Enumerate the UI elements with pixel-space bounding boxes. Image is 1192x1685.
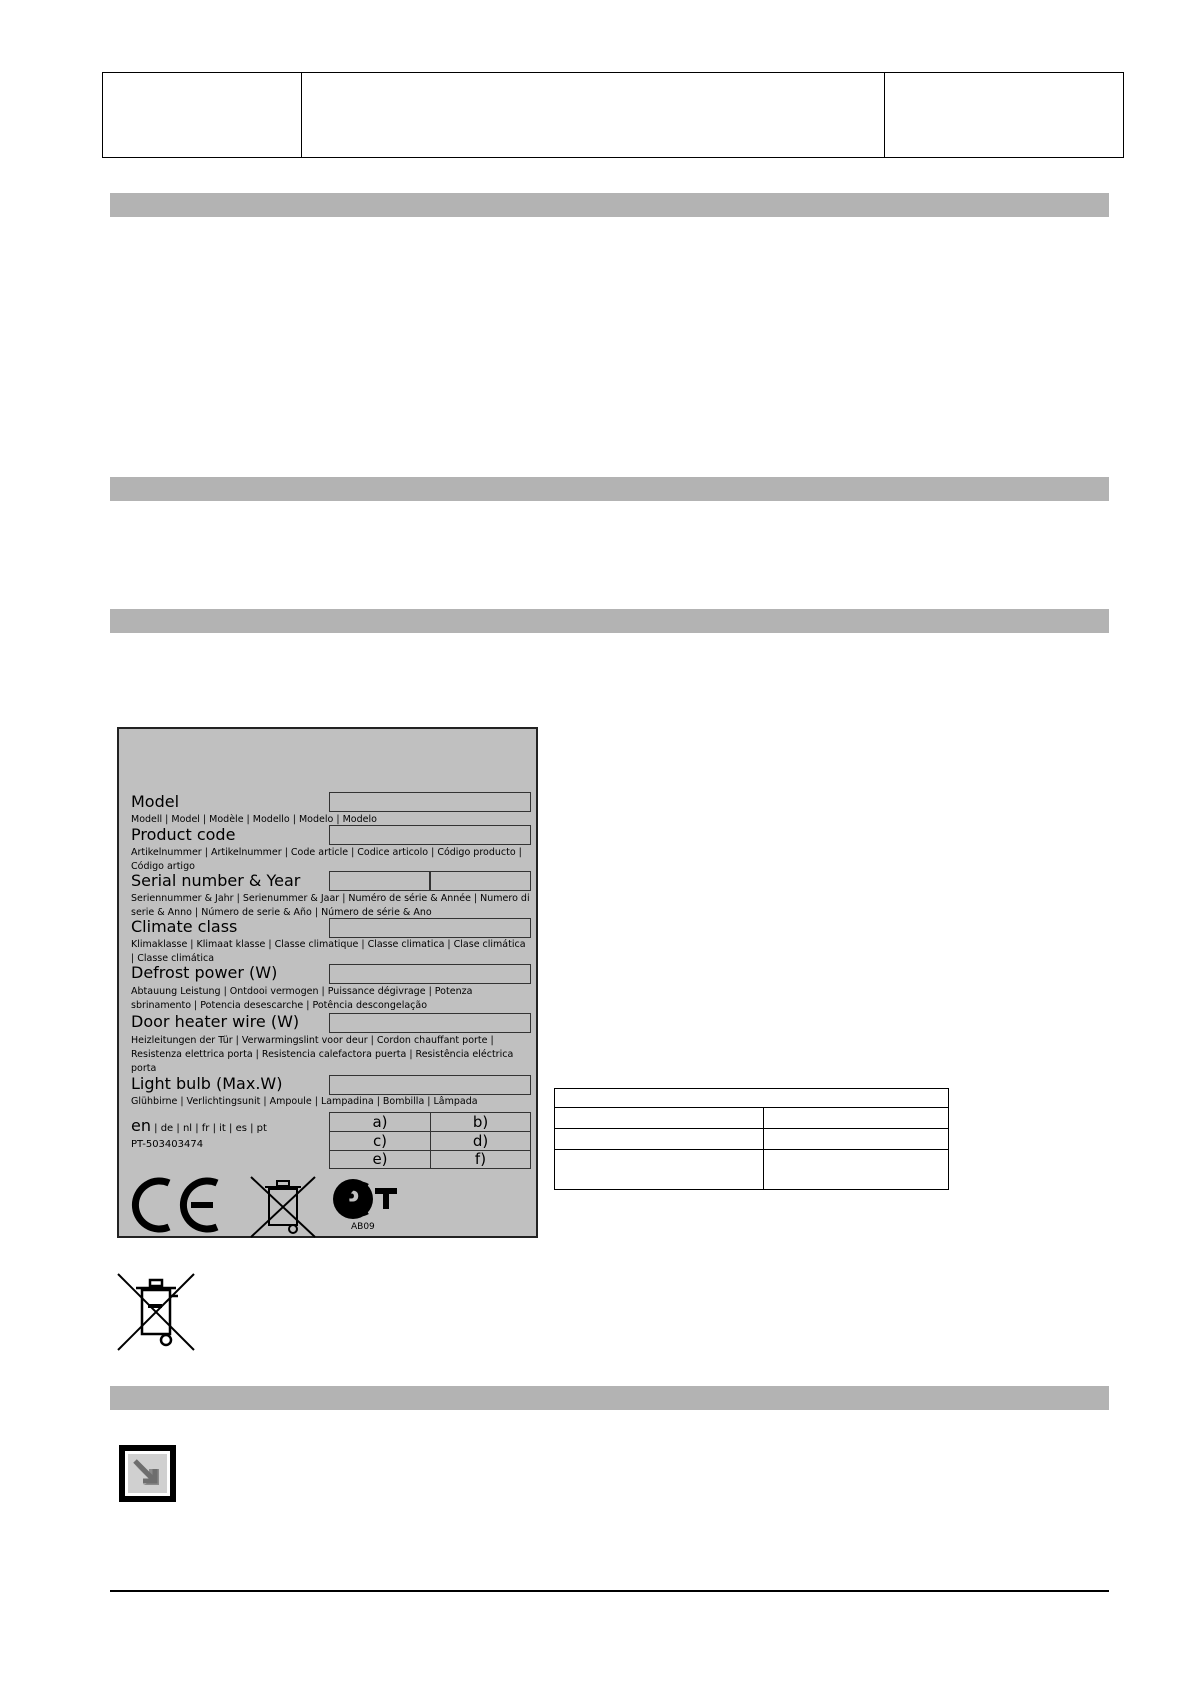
- grid-cell: b): [430, 1113, 531, 1132]
- svg-text:P: P: [343, 1188, 360, 1213]
- lang-main: en: [131, 1116, 151, 1135]
- plate-field-serial: [329, 871, 430, 891]
- grid-cell: a): [330, 1113, 431, 1132]
- table-row: [555, 1128, 948, 1129]
- section-bar-3: [110, 609, 1109, 633]
- plate-field-model: [329, 792, 531, 812]
- plate-row-subtitle: Glühbirne | Verlichtingsunit | Ampoule | Lampadina | Bombilla | Lâmpada: [131, 1096, 478, 1107]
- header-center-cell: [301, 73, 885, 157]
- plate-row-title: Light bulb (Max.W): [131, 1074, 283, 1093]
- plate-row-title: Product code: [131, 825, 236, 844]
- crossed-bin-icon: [247, 1175, 319, 1239]
- section-bar-1: [110, 193, 1109, 217]
- plate-field-year: [430, 871, 531, 891]
- plate-row-title: Defrost power (W): [131, 963, 278, 982]
- document-header: [102, 72, 1124, 158]
- grid-cell: d): [430, 1132, 531, 1151]
- plate-field-door-heater: [329, 1013, 531, 1033]
- plate-part-number: PT-503403474: [131, 1139, 204, 1150]
- lang-rest: | de | nl | fr | it | es | pt: [150, 1123, 267, 1134]
- plate-row-subtitle: Heizleitungen der Tür | Verwarmingslint voor deur | Cordon chauffant porte | Resistenza elettrica porta | Resistencia calefactora puerta | Resistência eléctrica porta: [131, 1035, 514, 1074]
- plate-row-subtitle: Klimaklasse | Klimaat klasse | Classe climatique | Classe climatica | Clase climática | Classe climática: [131, 939, 526, 964]
- grid-cell: e): [330, 1150, 431, 1169]
- plate-row-subtitle: Artikelnummer | Artikelnummer | Code article | Codice articolo | Código producto | Código artigo: [131, 847, 522, 872]
- plate-field-light-bulb: [329, 1075, 531, 1095]
- plate-field-defrost: [329, 964, 531, 984]
- plate-row-title: Climate class: [131, 917, 238, 936]
- footer-rule: [110, 1590, 1109, 1592]
- table-column-divider: [763, 1107, 764, 1189]
- plate-row-subtitle: Modell | Model | Modèle | Modello | Modelo | Modelo: [131, 814, 377, 825]
- plate-field-climate: [329, 918, 531, 938]
- crossed-bin-icon: [116, 1272, 196, 1352]
- plate-row-title: Door heater wire (W): [131, 1012, 300, 1031]
- section-bar-4: [110, 1386, 1109, 1410]
- rating-label-plate: [117, 727, 538, 1238]
- grid-cell: f): [474, 1150, 487, 1168]
- grid-cell: c): [330, 1132, 431, 1151]
- plate-field-product-code: [329, 825, 531, 845]
- plate-row-subtitle: Seriennummer & Jahr | Serienummer & Jaar | Numéro de série & Année | Numero di serie & Anno | Número de serie & Año | Número de série & Ano: [131, 893, 530, 918]
- info-table: [554, 1088, 949, 1190]
- table-row: [555, 1107, 948, 1108]
- plate-row-title: Serial number & Year: [131, 871, 301, 890]
- pct-code: AB09: [351, 1222, 375, 1232]
- arrow-down-right-icon: [119, 1445, 176, 1502]
- plate-row-title: Model: [131, 792, 180, 811]
- ce-mark-icon: [129, 1175, 225, 1235]
- plate-languages: [131, 1116, 267, 1135]
- plate-code-grid: [329, 1112, 531, 1169]
- table-row: [555, 1149, 948, 1150]
- section-bar-2: [110, 477, 1109, 501]
- plate-row-subtitle: Abtauung Leistung | Ontdooi vermogen | Puissance dégivrage | Potenza sbrinamento | Potencia desescarche | Potência descongelação: [131, 986, 473, 1011]
- pct-mark-icon: [331, 1177, 401, 1221]
